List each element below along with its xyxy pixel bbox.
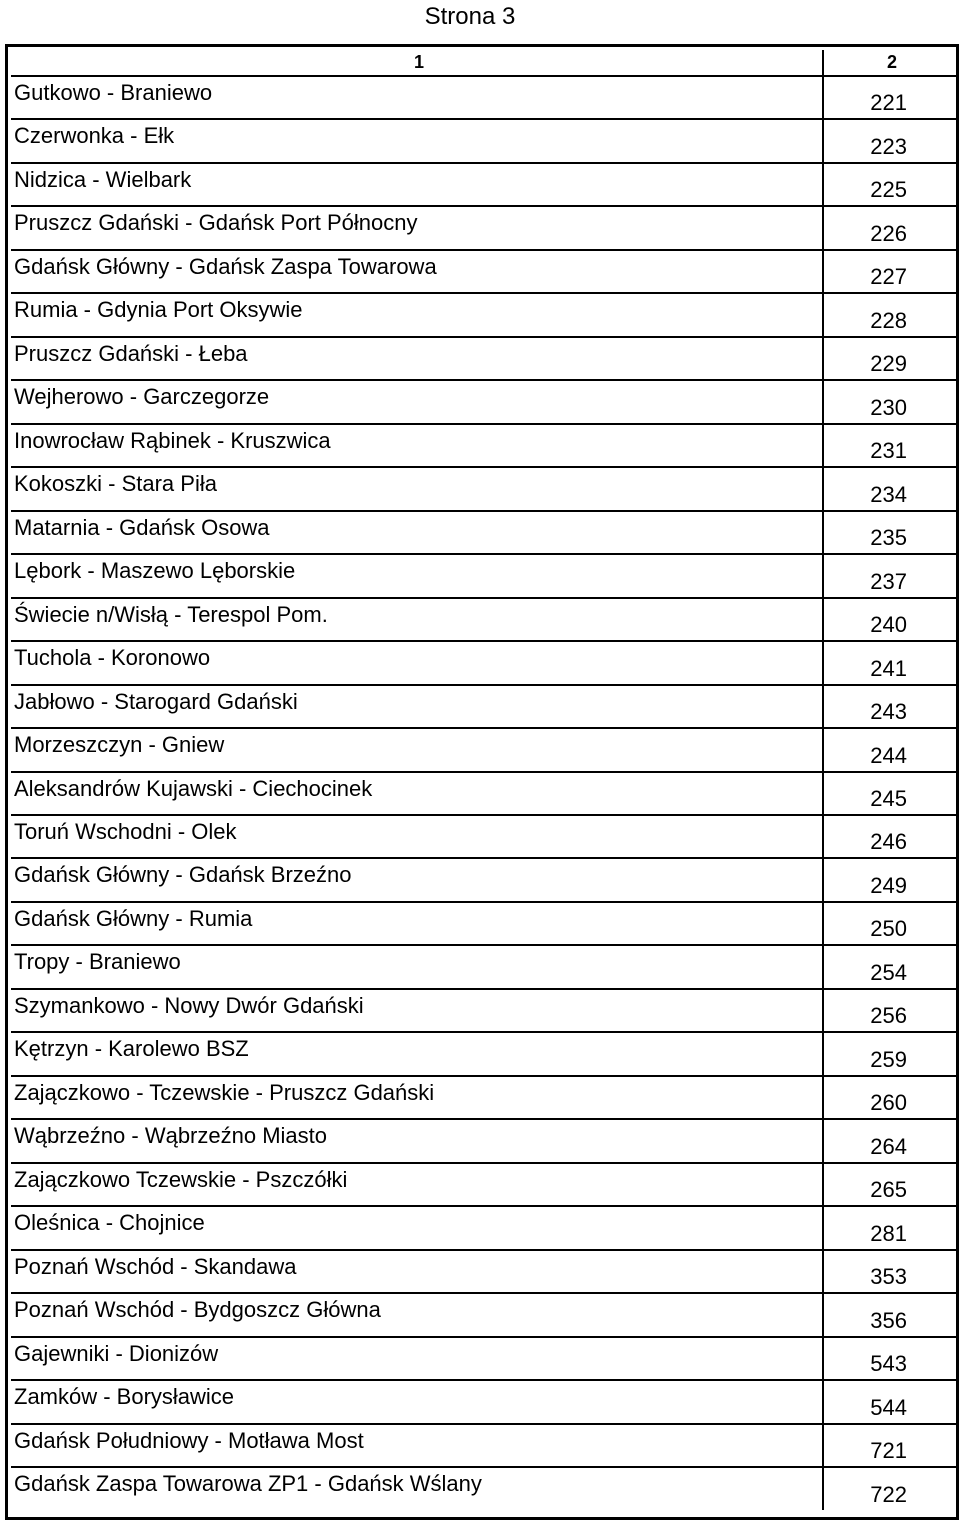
route-name-cell: Gutkowo - Braniewo [11,76,823,119]
page-title: Strona 3 [424,3,516,30]
routes-table [11,50,957,1510]
route-name-cell: Zajączkowo Tczewskie - Pszczółki [11,1163,823,1206]
route-number-cell: 231 [823,424,957,467]
route-name-cell: Aleksandrów Kujawski - Ciechocinek [11,772,823,815]
table-row [11,945,957,988]
route-name-cell: Oleśnica - Chojnice [11,1206,823,1249]
table-row [11,554,957,597]
route-name-cell: Zajączkowo - Tczewskie - Pruszcz Gdański [11,1076,823,1119]
table-row [11,206,957,249]
route-number-cell: 226 [823,206,957,249]
table-row [11,641,957,684]
table-row [11,1467,957,1510]
route-number-cell: 240 [823,598,957,641]
table-header-row [11,50,957,76]
table-row [11,728,957,771]
table-row [11,76,957,119]
table-row [11,1380,957,1423]
table-row [11,250,957,293]
route-number-cell: 722 [870,1482,907,1508]
table-row [11,1337,957,1380]
column-header-2: 2 [823,50,957,76]
route-number-cell: 250 [823,902,957,945]
table-row [11,467,957,510]
route-number-cell: 356 [823,1293,957,1336]
route-number-cell: 264 [823,1119,957,1162]
route-number-cell: 225 [823,163,957,206]
route-name-cell: Rumia - Gdynia Port Oksywie [11,293,823,336]
route-name-cell: Świecie n/Wisłą - Terespol Pom. [11,598,823,641]
route-number-cell: 543 [823,1337,957,1380]
route-name-cell: Gdańsk Główny - Gdańsk Brzeźno [11,858,823,901]
route-name-cell: Pruszcz Gdański - Łeba [11,337,823,380]
route-name-cell: Gdańsk Główny - Rumia [11,902,823,945]
route-name-cell: Morzeszczyn - Gniew [11,728,823,771]
table-row [11,293,957,336]
table-row [11,1032,957,1075]
route-name-cell: Czerwonka - Ełk [11,119,823,162]
table-row [11,1119,957,1162]
route-name-cell: Gdańsk Południowy - Motława Most [11,1424,823,1467]
route-number-cell: 249 [823,858,957,901]
route-number-cell: 254 [823,945,957,988]
table-row [11,598,957,641]
route-name-cell: Matarnia - Gdańsk Osowa [11,511,823,554]
table-row [11,424,957,467]
route-number-cell: 227 [823,250,957,293]
table-row [11,380,957,423]
table-row [11,989,957,1032]
table-row [11,815,957,858]
route-number-cell: 235 [823,511,957,554]
route-name-cell: Gajewniki - Dionizów [11,1337,823,1380]
column-header-1: 1 [11,50,823,76]
route-number-cell: 241 [823,641,957,684]
table-row [11,163,957,206]
route-number-cell: 237 [823,554,957,597]
route-number-cell: 259 [823,1032,957,1075]
route-number-cell: 260 [823,1076,957,1119]
table-row [11,1206,957,1249]
routes-table-frame [5,44,959,1520]
table-row [11,1424,957,1467]
route-name-cell: Kokoszki - Stara Piła [11,467,823,510]
route-number-cell: 281 [823,1206,957,1249]
route-number-cell: 230 [823,380,957,423]
route-name-cell: Zamków - Borysławice [11,1380,823,1423]
table-row [11,902,957,945]
route-number-cell: 544 [823,1380,957,1423]
table-row [11,337,957,380]
route-number-cell: 243 [823,685,957,728]
route-number-cell: 245 [823,772,957,815]
table-row [11,119,957,162]
table-row [11,1293,957,1336]
route-name-cell: Lębork - Maszewo Lęborskie [11,554,823,597]
route-name-cell: Wąbrzeźno - Wąbrzeźno Miasto [11,1119,823,1162]
table-row [11,1076,957,1119]
table-row [11,685,957,728]
table-row [11,858,957,901]
table-row [11,1250,957,1293]
route-number-cell: 721 [823,1424,957,1467]
table-row [11,1163,957,1206]
route-number-cell: 229 [823,337,957,380]
route-name-cell: Poznań Wschód - Bydgoszcz Główna [11,1293,823,1336]
route-number-cell: 246 [823,815,957,858]
route-number-cell: 265 [823,1163,957,1206]
route-name-cell: Szymankowo - Nowy Dwór Gdański [11,989,823,1032]
table-body [11,76,957,1510]
route-number-cell: 256 [823,989,957,1032]
route-number-cell: 223 [823,119,957,162]
route-number-cell: 244 [823,728,957,771]
route-number-cell: 353 [823,1250,957,1293]
route-number-cell: 234 [823,467,957,510]
route-name-cell: Gdańsk Główny - Gdańsk Zaspa Towarowa [11,250,823,293]
route-name-cell: Kętrzyn - Karolewo BSZ [11,1032,823,1075]
route-number-cell: 228 [823,293,957,336]
table-row [11,772,957,815]
table-row [11,511,957,554]
route-name-cell: Tropy - Braniewo [11,945,823,988]
route-name-cell: Nidzica - Wielbark [11,163,823,206]
route-name-cell: Poznań Wschód - Skandawa [11,1250,823,1293]
route-number-cell: 221 [823,76,957,119]
route-name-cell: Jabłowo - Starogard Gdański [11,685,823,728]
route-name-cell: Pruszcz Gdański - Gdańsk Port Północny [11,206,823,249]
route-name-cell: Gdańsk Zaspa Towarowa ZP1 - Gdańsk Wślany [11,1467,823,1510]
route-name-cell: Toruń Wschodni - Olek [11,815,823,858]
route-name-cell: Inowrocław Rąbinek - Kruszwica [11,424,823,467]
route-name-cell: Tuchola - Koronowo [11,641,823,684]
route-name-cell: Wejherowo - Garczegorze [11,380,823,423]
